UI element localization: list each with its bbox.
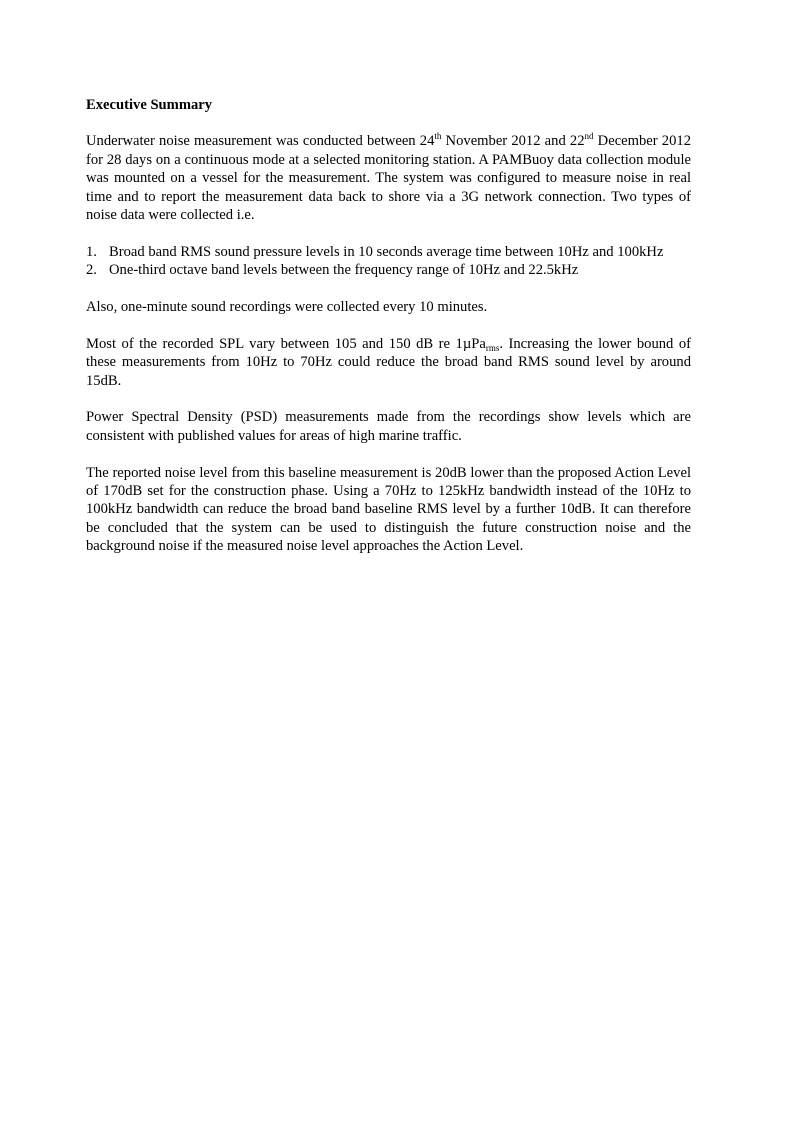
paragraph-measurement-overview <box>86 132 691 224</box>
paragraph-text: Most of the recorded SPL vary between 105 and 150 dB re 1µPa <box>86 335 486 352</box>
list-item <box>86 261 691 279</box>
list-item-text: One-third octave band levels between the frequency range of 10Hz and 22.5kHz <box>109 262 579 279</box>
list-item-text: Broad band RMS sound pressure levels in 10 seconds average time between 10Hz and 100kHz <box>109 243 664 260</box>
section-heading: Executive Summary <box>86 97 213 113</box>
paragraph-recordings: Also, one-minute sound recordings were collected every 10 minutes. <box>86 299 488 316</box>
list-item <box>86 243 691 261</box>
paragraph-text: . Increasing the lower bound of these measurements from 10Hz to 70Hz could reduce the broad band RMS sound level by around 15dB. <box>86 335 691 389</box>
paragraph-text: Underwater noise measurement was conducted between 24 <box>86 133 435 150</box>
list-number: 2. <box>86 262 97 279</box>
superscript: nd <box>584 131 594 142</box>
subscript: rms <box>485 342 500 353</box>
superscript: th <box>434 131 442 142</box>
paragraph-spl-range <box>86 335 691 390</box>
document-page <box>86 96 691 574</box>
paragraph-conclusion: The reported noise level from this baseline measurement is 20dB lower than the proposed Action Level of 170dB set for the construction phase. Using a 70Hz to 125kHz bandwidth instead of the 10Hz to 100kHz bandwidth can reduce the broad band baseline RMS level by a further 10dB. It can therefore be concluded that the system can be used to distinguish the future construction noise and the background noise if the measured noise level approaches the Action Level. <box>86 464 691 555</box>
paragraph-text: November 2012 and 22 <box>441 133 585 150</box>
list-number: 1. <box>86 243 97 260</box>
paragraph-text: December 2012 for 28 days on a continuous mode at a selected monitoring station. A PAMBuoy data collection module was mounted on a vessel for the measurement. The system was configured to measure noise in real time and to report the measurement data back to shore via a 3G network connection. Two types of noise data were collected i.e. <box>86 133 691 224</box>
paragraph-psd: Power Spectral Density (PSD) measurements made from the recordings show levels which are consistent with published values for areas of high marine traffic. <box>86 409 691 444</box>
noise-data-list <box>86 243 691 280</box>
